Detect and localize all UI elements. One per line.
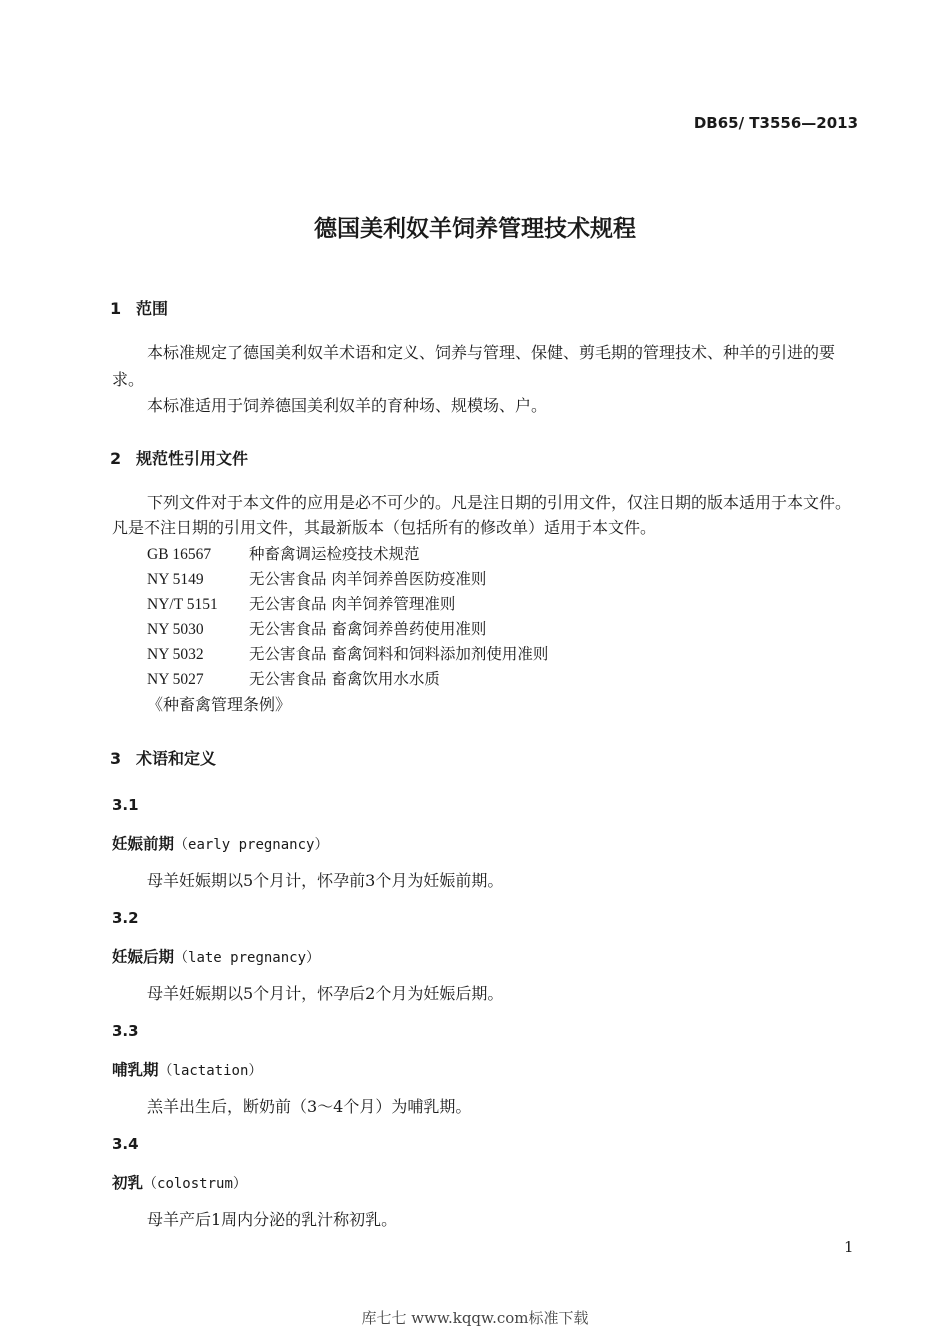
term-en: （lactation） — [158, 1063, 263, 1079]
section-title: 范围 — [136, 299, 169, 318]
term-number: 3.1 — [112, 796, 139, 814]
reference-title: 无公害食品 肉羊饲养管理准则 — [249, 595, 456, 613]
term-zh: 妊娠前期 — [112, 835, 175, 853]
scope-paragraph-2: 本标准适用于饲养德国美利奴羊的育种场、规模场、户。 — [147, 396, 548, 415]
reference-title: 无公害食品 畜禽饲料和饲料添加剂使用准则 — [249, 645, 549, 663]
reference-item — [147, 542, 420, 564]
reference-item — [147, 567, 486, 589]
term-definition: 母羊产后1周内分泌的乳汁称初乳。 — [147, 1210, 398, 1229]
reference-item — [147, 667, 440, 689]
scope-paragraph-line-2: 求。 — [112, 370, 145, 389]
term-zh: 初乳 — [112, 1174, 144, 1192]
reference-item — [147, 617, 486, 639]
reference-code: NY/T 5151 — [147, 596, 218, 613]
document-title: 德国美利奴羊饲养管理技术规程 — [314, 216, 636, 242]
scope-paragraph-line-1: 本标准规定了德国美利奴羊术语和定义、饲养与管理、保健、剪毛期的管理技术、种羊的引进的要 — [147, 343, 836, 362]
section-1-heading — [110, 296, 168, 319]
term-number: 3.3 — [112, 1022, 139, 1040]
reference-code: NY 5032 — [147, 646, 204, 663]
section-title: 规范性引用文件 — [136, 449, 249, 468]
term-en: （late pregnancy） — [174, 950, 321, 966]
section-number: 3 — [110, 749, 122, 768]
reference-title: 无公害食品 畜禽饮用水水质 — [249, 670, 440, 688]
watermark-text: 库七七 www.kqqw.com标准下载 — [361, 1309, 589, 1327]
regulation-reference: 《种畜禽管理条例》 — [147, 695, 292, 714]
term-name — [112, 945, 320, 967]
section-3-heading — [110, 746, 216, 769]
section-title: 术语和定义 — [136, 749, 217, 768]
section-number: 2 — [110, 449, 122, 468]
term-name — [112, 832, 328, 854]
term-number: 3.2 — [112, 909, 139, 927]
term-zh: 妊娠后期 — [112, 948, 175, 966]
reference-code: NY 5030 — [147, 621, 204, 638]
reference-item — [147, 592, 455, 614]
term-name — [112, 1058, 262, 1080]
references-intro-line-2: 凡是不注日期的引用文件，其最新版本（包括所有的修改单）适用于本文件。 — [112, 518, 657, 537]
reference-item — [147, 642, 548, 664]
reference-code: NY 5149 — [147, 571, 204, 588]
section-number: 1 — [110, 299, 122, 318]
page-number: 1 — [844, 1238, 854, 1256]
references-intro-line-1: 下列文件对于本文件的应用是必不可少的。凡是注日期的引用文件，仅注日期的版本适用于本文件。 — [147, 493, 852, 512]
term-number: 3.4 — [112, 1135, 139, 1153]
reference-title: 无公害食品 畜禽饲养兽药使用准则 — [249, 620, 487, 638]
reference-code: GB 16567 — [147, 546, 212, 563]
reference-title: 无公害食品 肉羊饲养兽医防疫准则 — [249, 570, 487, 588]
term-zh: 哺乳期 — [112, 1061, 159, 1079]
standard-code: DB65/ T3556—2013 — [693, 114, 858, 132]
term-en: （early pregnancy） — [174, 837, 329, 853]
reference-title: 种畜禽调运检疫技术规范 — [249, 545, 420, 563]
reference-code: NY 5027 — [147, 671, 204, 688]
term-definition: 羔羊出生后，断奶前（3～4个月）为哺乳期。 — [147, 1097, 472, 1116]
section-2-heading — [110, 446, 248, 469]
term-definition: 母羊妊娠期以5个月计，怀孕前3个月为妊娠前期。 — [147, 871, 504, 890]
term-en: （colostrum） — [143, 1176, 247, 1192]
term-definition: 母羊妊娠期以5个月计，怀孕后2个月为妊娠后期。 — [147, 984, 504, 1003]
term-name — [112, 1171, 247, 1193]
